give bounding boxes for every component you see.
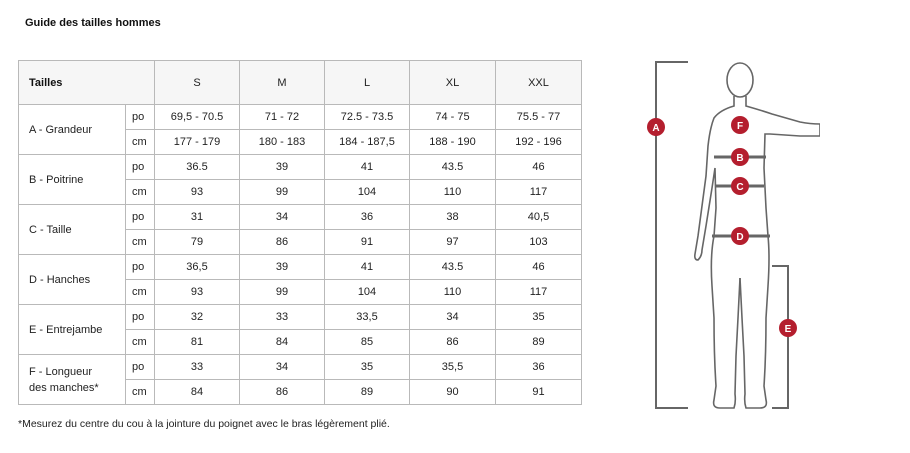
size-value: 46	[496, 255, 582, 280]
size-value: 93	[155, 180, 240, 205]
size-value: 39	[240, 255, 325, 280]
measurement-label-line: A - Grandeur	[29, 123, 92, 136]
size-value: 36	[496, 355, 582, 380]
size-value: 90	[410, 380, 496, 405]
size-value: 41	[325, 155, 410, 180]
table-header-row	[19, 61, 582, 105]
measurement-label	[19, 305, 126, 355]
size-header: XXL	[496, 61, 582, 105]
size-value: 34	[410, 305, 496, 330]
size-value: 184 - 187,5	[325, 130, 410, 155]
size-value: 33	[240, 305, 325, 330]
measurement-label-line: D - Hanches	[29, 273, 91, 286]
unit-label: cm	[126, 330, 155, 355]
unit-label: po	[126, 355, 155, 380]
size-value: 36.5	[155, 155, 240, 180]
table-row	[19, 305, 582, 330]
measurement-label	[19, 205, 126, 255]
unit-label: cm	[126, 180, 155, 205]
size-value: 91	[496, 380, 582, 405]
table-row	[19, 155, 582, 180]
measurement-label	[19, 105, 126, 155]
measurement-label	[19, 155, 126, 205]
size-value: 104	[325, 180, 410, 205]
table-row	[19, 255, 582, 280]
size-value: 41	[325, 255, 410, 280]
table-body	[19, 105, 582, 405]
size-value: 34	[240, 355, 325, 380]
size-table	[18, 60, 582, 405]
size-value: 86	[240, 380, 325, 405]
size-header: XL	[410, 61, 496, 105]
size-value: 72.5 - 73.5	[325, 105, 410, 130]
marker-d	[731, 227, 749, 245]
marker-b	[731, 148, 749, 166]
body-measurement-figure	[640, 56, 820, 416]
size-value: 33,5	[325, 305, 410, 330]
size-value: 86	[410, 330, 496, 355]
size-value: 35,5	[410, 355, 496, 380]
size-value: 46	[496, 155, 582, 180]
unit-label: po	[126, 155, 155, 180]
size-value: 35	[496, 305, 582, 330]
size-value: 36,5	[155, 255, 240, 280]
size-value: 85	[325, 330, 410, 355]
marker-c	[731, 177, 749, 195]
table-row	[19, 205, 582, 230]
size-value: 40,5	[496, 205, 582, 230]
size-value: 79	[155, 230, 240, 255]
page-title: Guide des tailles hommes	[25, 17, 161, 29]
unit-label: po	[126, 205, 155, 230]
size-value: 117	[496, 280, 582, 305]
table-row	[19, 105, 582, 130]
unit-label: cm	[126, 280, 155, 305]
size-value: 99	[240, 280, 325, 305]
size-value: 43.5	[410, 155, 496, 180]
size-value: 74 - 75	[410, 105, 496, 130]
measurement-label-line: des manches*	[29, 381, 99, 394]
measurement-label-line: B - Poitrine	[29, 173, 84, 186]
measurement-label-line: F - Longueur	[29, 365, 92, 378]
measurement-label-line: C - Taille	[29, 223, 72, 236]
size-value: 103	[496, 230, 582, 255]
unit-label: cm	[126, 230, 155, 255]
size-header: S	[155, 61, 240, 105]
size-value: 180 - 183	[240, 130, 325, 155]
size-header: M	[240, 61, 325, 105]
size-value: 89	[496, 330, 582, 355]
size-value: 84	[155, 380, 240, 405]
unit-label: po	[126, 305, 155, 330]
size-value: 93	[155, 280, 240, 305]
height-bracket	[656, 62, 688, 408]
svg-text:D: D	[736, 232, 744, 243]
size-value: 36	[325, 205, 410, 230]
size-value: 39	[240, 155, 325, 180]
marker-f	[731, 116, 749, 134]
marker-a	[647, 118, 665, 136]
size-value: 33	[155, 355, 240, 380]
size-value: 31	[155, 205, 240, 230]
size-value: 43.5	[410, 255, 496, 280]
footnote: *Mesurez du centre du cou à la jointure du poignet avec le bras légèrement plié.	[18, 418, 390, 430]
measurement-label	[19, 355, 126, 405]
size-value: 104	[325, 280, 410, 305]
unit-label: cm	[126, 380, 155, 405]
size-value: 110	[410, 180, 496, 205]
size-value: 84	[240, 330, 325, 355]
measurement-label-line: E - Entrejambe	[29, 323, 103, 336]
measurement-lines	[712, 157, 770, 236]
size-value: 91	[325, 230, 410, 255]
size-value: 99	[240, 180, 325, 205]
size-value: 177 - 179	[155, 130, 240, 155]
size-value: 71 - 72	[240, 105, 325, 130]
size-value: 75.5 - 77	[496, 105, 582, 130]
size-value: 86	[240, 230, 325, 255]
unit-label: po	[126, 255, 155, 280]
unit-label: po	[126, 105, 155, 130]
inseam-bracket	[772, 266, 788, 408]
size-value: 34	[240, 205, 325, 230]
size-value: 89	[325, 380, 410, 405]
size-value: 188 - 190	[410, 130, 496, 155]
svg-text:F: F	[736, 121, 744, 132]
measurement-label	[19, 255, 126, 305]
size-value: 81	[155, 330, 240, 355]
size-value: 32	[155, 305, 240, 330]
size-value: 97	[410, 230, 496, 255]
svg-text:A: A	[652, 123, 660, 134]
svg-text:E: E	[784, 324, 792, 335]
size-value: 110	[410, 280, 496, 305]
size-value: 69,5 - 70.5	[155, 105, 240, 130]
table-row	[19, 355, 582, 380]
svg-text:B: B	[736, 153, 744, 164]
marker-e	[779, 319, 797, 337]
size-value: 38	[410, 205, 496, 230]
unit-label: cm	[126, 130, 155, 155]
size-value: 35	[325, 355, 410, 380]
size-header: L	[325, 61, 410, 105]
size-value: 117	[496, 180, 582, 205]
svg-text:C: C	[736, 182, 744, 193]
size-value: 192 - 196	[496, 130, 582, 155]
header-label: Tailles	[19, 61, 155, 105]
